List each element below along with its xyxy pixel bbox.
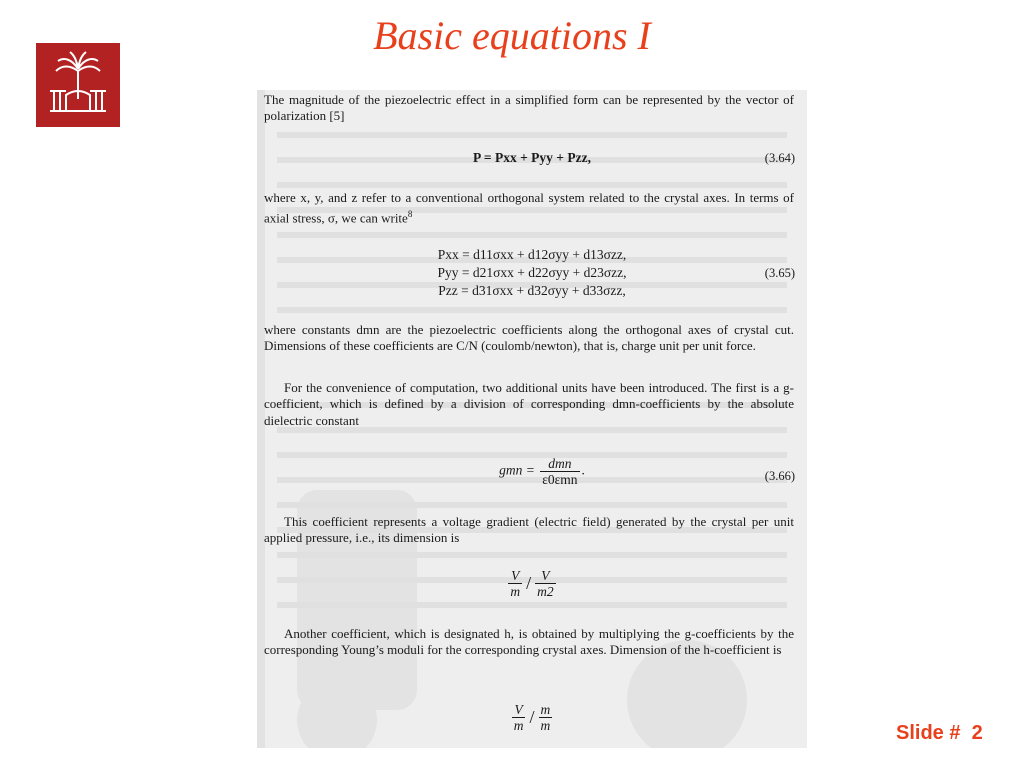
equation-number: (3.65) bbox=[764, 266, 795, 280]
scanned-page bbox=[257, 90, 807, 748]
equation-3-65-row-2 bbox=[257, 265, 807, 283]
equation-number: (3.66) bbox=[764, 469, 795, 483]
paragraph-2 bbox=[264, 190, 794, 227]
paragraph-3: where constants dmn are the piezoelectric coefficients along the orthogonal axes of crystal cut. Dimensions of these coefficients are C/N (coulomb/newton), that is, charge unit per unit force. bbox=[264, 322, 794, 354]
dimension-v-per-m-per-v-per-m2 bbox=[257, 568, 807, 608]
fraction-denominator: m bbox=[540, 718, 551, 733]
paragraph-text: where x, y, and z refer to a conventional orthogonal system related to the crystal axes. In terms of axial stress, σ, we can write bbox=[264, 190, 794, 226]
university-logo bbox=[36, 43, 120, 127]
equation-body: Pzz = d31σxx + d32σyy + d33σzz, bbox=[438, 283, 626, 298]
slide-title: Basic equations I bbox=[373, 13, 651, 58]
equation-lhs: gmn = bbox=[499, 462, 535, 478]
equation-3-65-row-3 bbox=[257, 283, 807, 301]
equation-3-66 bbox=[257, 456, 807, 496]
slide-number-label: Slide # bbox=[896, 722, 961, 744]
equation-body: P = Pxx + Pyy + Pzz, bbox=[473, 150, 591, 165]
division-slash: / bbox=[529, 707, 535, 728]
equation-body: Pyy = d21σxx + d22σyy + d23σzz, bbox=[437, 265, 627, 280]
fraction-numerator: V bbox=[535, 568, 556, 584]
fraction-right bbox=[539, 702, 553, 733]
fraction-numerator: m bbox=[540, 702, 551, 717]
slide-number-value: 2 bbox=[971, 722, 983, 744]
fraction-denominator: m2 bbox=[537, 584, 554, 599]
fraction-numerator: V bbox=[512, 702, 526, 718]
fraction-denominator: m bbox=[513, 718, 524, 733]
dimension-expression bbox=[257, 702, 807, 733]
equation-3-64 bbox=[257, 150, 807, 168]
fraction-left bbox=[512, 702, 526, 733]
paragraph-5: This coefficient represents a voltage gradient (electric field) generated by the crystal per unit applied pressure, i.e., its dimension is bbox=[264, 514, 794, 546]
fraction-numerator: V bbox=[508, 568, 522, 584]
paragraph-6: Another coefficient, which is designated h, is obtained by multiplying the g-coefficients by the corresponding Young’s moduli for the corresponding crystal axes. Dimension of the h-coefficient is bbox=[264, 626, 794, 658]
fraction-denominator: ε0εmn bbox=[542, 472, 578, 487]
paragraph-4: For the convenience of computation, two additional units have been introduced. The first is a g-coefficient, which is defined by a division of corresponding dmn-coefficients by the absolute dielectric constant bbox=[264, 380, 794, 428]
fraction-denominator: m bbox=[510, 584, 521, 599]
equation-body: Pxx = d11σxx + d12σyy + d13σzz, bbox=[437, 247, 627, 262]
fraction-numerator: dmn bbox=[540, 456, 579, 472]
equation-number: (3.64) bbox=[764, 151, 795, 165]
equation-3-65-row-1 bbox=[257, 247, 807, 265]
slide-number bbox=[896, 722, 983, 745]
equation-body: gmn = $\frac{\text{dmn}}{\text{ε0εmn}}$ . bbox=[499, 456, 585, 487]
dimension-v-per-m-per-m-per-m bbox=[257, 702, 807, 742]
footnote-mark: 8 bbox=[407, 209, 413, 220]
fraction-left bbox=[508, 568, 522, 599]
paragraph-1: The magnitude of the piezoelectric effect in a simplified form can be represented by the vector of polarization [5] bbox=[264, 92, 794, 124]
fraction bbox=[540, 456, 579, 487]
palm-seal-icon bbox=[36, 43, 120, 127]
dimension-expression bbox=[257, 568, 807, 599]
fraction-right bbox=[535, 568, 556, 599]
division-slash: / bbox=[526, 573, 532, 594]
